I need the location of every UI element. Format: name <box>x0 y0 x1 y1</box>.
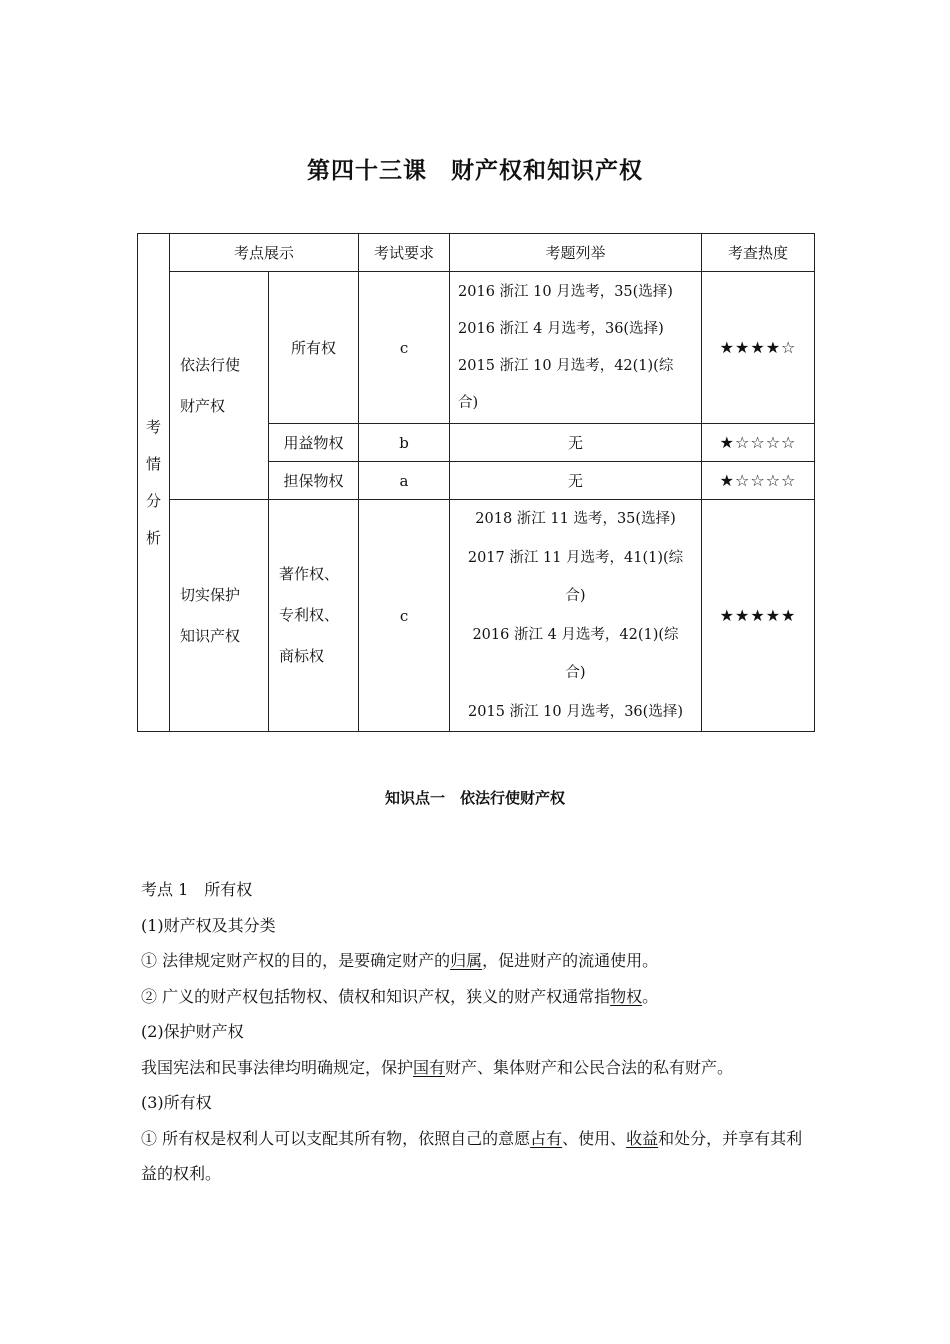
item-cell: 用益物权 <box>269 424 359 462</box>
key-term: 归属 <box>450 951 483 970</box>
item-cell: 著作权、 专利权、 商标权 <box>269 500 359 732</box>
heat-rating: ★★★★★ <box>702 500 815 732</box>
item-cell: 担保物权 <box>269 462 359 500</box>
section-title: 知识点一 依法行使财产权 <box>384 789 565 807</box>
heat-rating: ★☆☆☆☆ <box>702 424 815 462</box>
requirement-cell: c <box>359 500 450 732</box>
table-header-row <box>138 234 815 272</box>
heat-rating: ★☆☆☆☆ <box>702 462 815 500</box>
questions-cell: 无 <box>450 424 702 462</box>
kp-heading: 考点 1 所有权 <box>141 880 253 899</box>
header-cell: 考试要求 <box>359 234 450 272</box>
header-cell: 考题列举 <box>450 234 702 272</box>
table-row <box>138 272 815 424</box>
exam-analysis-table <box>137 233 815 732</box>
requirement-cell: a <box>359 462 450 500</box>
paragraph: ① 所有权是权利人可以支配其所有物，依照自己的意愿占有、使用、收益和处分，并享有其利益的权利。 <box>141 1128 803 1183</box>
key-term: 占有 <box>530 1128 563 1148</box>
paragraph: ② 广义的财产权包括物权、债权和知识产权，狭义的财产权通常指物权。 <box>141 986 659 1006</box>
side-label-cell: 考 情 分 析 <box>138 234 170 732</box>
table-row <box>138 500 815 732</box>
page-title: 第四十三课 财产权和知识产权 <box>307 158 643 184</box>
content-body <box>141 872 813 1192</box>
questions-cell: 无 <box>450 462 702 500</box>
paragraph: ① 法律规定财产权的目的，是要确定财产的归属，促进财产的流通使用。 <box>141 951 659 970</box>
key-term: 物权 <box>610 986 643 1006</box>
paragraph: 我国宪法和民事法律均明确规定，保护国有财产、集体财产和公民合法的私有财产。 <box>141 1057 734 1077</box>
subsection-heading: (3)所有权 <box>141 1093 212 1112</box>
questions-cell: 2016 浙江 10 月选考，35(选择) 2016 浙江 4 月选考，36(选择) 2015 浙江 10 月选考，42(1)(综 合) <box>450 272 702 424</box>
requirement-cell: b <box>359 424 450 462</box>
subsection-heading: (2)保护财产权 <box>141 1022 244 1041</box>
key-term: 国有 <box>413 1057 446 1077</box>
header-cell: 考查热度 <box>702 234 815 272</box>
heat-rating: ★★★★☆ <box>702 272 815 424</box>
header-cell: 考点展示 <box>170 234 359 272</box>
requirement-cell: c <box>359 272 450 424</box>
category-cell: 依法行使 财产权 <box>170 272 269 500</box>
key-term: 收益 <box>626 1128 659 1148</box>
subsection-heading: (1)财产权及其分类 <box>141 915 276 935</box>
questions-cell: 2018 浙江 11 选考，35(选择) 2017 浙江 11 月选考，41(1)(综 合) 2016 浙江 4 月选考，42(1)(综 合) 2015 浙江 10 月选考，36(选择) <box>450 500 702 732</box>
item-cell: 所有权 <box>269 272 359 424</box>
category-cell: 切实保护 知识产权 <box>170 500 269 732</box>
